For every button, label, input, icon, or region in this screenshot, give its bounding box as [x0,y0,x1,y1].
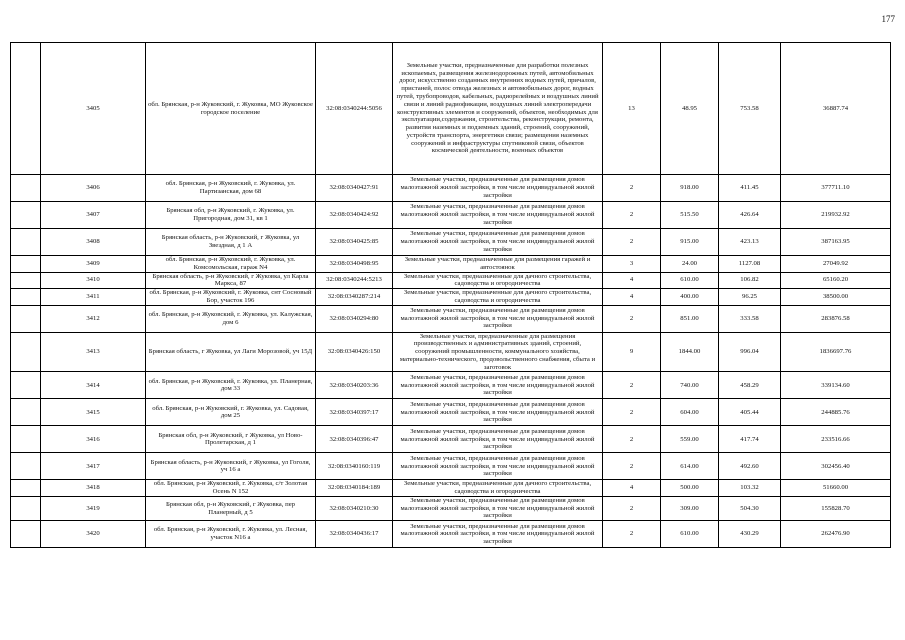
area-cell: 614.00 [661,453,719,480]
row-number-cell: 3414 [41,372,146,399]
land-purpose-cell: Земельные участки, предназначенные для размещения домов малоэтажной жилой застройки, в том числе индивидуальной жилой застройки [393,229,603,256]
blank-cell [11,272,41,289]
area-cell: 740.00 [661,372,719,399]
specific-value-cell: 96.25 [719,289,781,306]
land-purpose-cell: Земельные участки, предназначенные для размещения домов малоэтажной жилой застройки, в том числе индивидуальной жилой застройки [393,399,603,426]
address-cell: Брянская область, р-н Жуковский, г Жуковка, ул Звездная, д 1 А [146,229,316,256]
area-cell: 309.00 [661,496,719,520]
table-row [11,289,891,306]
area-cell: 559.00 [661,426,719,453]
land-purpose-cell: Земельные участки, предназначенные для размещения домов малоэтажной жилой застройки, в том числе индивидуальной жилой застройки [393,521,603,548]
address-cell: обл. Брянская, р-н Жуковский, г. Жуковка, ул. Планерная, дом 33 [146,372,316,399]
land-purpose-cell: Земельные участки, предназначенные для дачного строительства, садоводства и огородничества [393,480,603,497]
address-cell: обл. Брянская, р-н Жуковский, г. Жуковка, ул. Партизанская, дом 68 [146,175,316,202]
address-cell: обл. Брянская, р-н Жуковский, г. Жуковка, с/т Золотая Осень N 152 [146,480,316,497]
specific-value-cell: 417.74 [719,426,781,453]
land-purpose-cell: Земельные участки, предназначенные для размещения производственных и административных зданий, строений, сооружений промышленности, коммунального хозяйства, материально-технического, продовольственного снабжения, сбыта и заготовок [393,332,603,372]
blank-cell [11,372,41,399]
cadastral-value-cell: 51660.00 [781,480,891,497]
specific-value-cell: 426.64 [719,202,781,229]
area-cell: 48.95 [661,43,719,175]
group-number-cell: 9 [603,332,661,372]
row-number-cell: 3415 [41,399,146,426]
cadastral-number-cell: 32:08:0340425:85 [316,229,393,256]
cadastral-value-cell: 1836697.76 [781,332,891,372]
blank-cell [11,202,41,229]
table-row [11,496,891,520]
blank-cell [11,256,41,273]
specific-value-cell: 106.82 [719,272,781,289]
table-row [11,480,891,497]
blank-cell [11,453,41,480]
blank-cell [11,305,41,332]
blank-cell [11,521,41,548]
group-number-cell: 2 [603,453,661,480]
table-row [11,256,891,273]
specific-value-cell: 103.32 [719,480,781,497]
address-cell: Брянская обл, р-н Жуковский, г Жуковка, пер Планерный, д 5 [146,496,316,520]
table-row [11,43,891,175]
address-cell: обл. Брянская, р-н Жуковский, г. Жуковка, ул. Лесная, участок N16 а [146,521,316,548]
cadastral-number-cell: 32:08:0340184:189 [316,480,393,497]
table-row [11,399,891,426]
group-number-cell: 4 [603,480,661,497]
address-cell: Брянская область, р-н Жуковский, г Жуковка, ул Гоголя, уч 16 а [146,453,316,480]
group-number-cell: 3 [603,256,661,273]
cadastral-number-cell: 32:08:0340244:5213 [316,272,393,289]
land-purpose-cell: Земельные участки, предназначенные для дачного строительства, садоводства и огородничества [393,272,603,289]
table-row [11,453,891,480]
row-number-cell: 3419 [41,496,146,520]
group-number-cell: 4 [603,289,661,306]
cadastral-value-cell: 377711.10 [781,175,891,202]
page-number: 177 [881,14,895,24]
cadastral-number-cell: 32:08:0340396:47 [316,426,393,453]
cadastral-value-cell: 155828.70 [781,496,891,520]
group-number-cell: 4 [603,272,661,289]
cadastral-value-cell: 283876.58 [781,305,891,332]
specific-value-cell: 492.60 [719,453,781,480]
table-body [11,43,891,548]
table-row [11,202,891,229]
table-row [11,305,891,332]
group-number-cell: 2 [603,175,661,202]
address-cell: Брянская обл, р-н Жуковский, г. Жуковка, ул. Пригородная, дом 31, кв 1 [146,202,316,229]
specific-value-cell: 411.45 [719,175,781,202]
land-purpose-cell: Земельные участки, предназначенные для размещения домов малоэтажной жилой застройки, в том числе индивидуальной жилой застройки [393,372,603,399]
cadastral-value-cell: 339134.60 [781,372,891,399]
area-cell: 610.00 [661,272,719,289]
specific-value-cell: 405.44 [719,399,781,426]
group-number-cell: 2 [603,372,661,399]
blank-cell [11,399,41,426]
land-purpose-cell: Земельные участки, предназначенные для размещения домов малоэтажной жилой застройки, в том числе индивидуальной жилой застройки [393,202,603,229]
cadastral-number-cell: 32:08:0340498:95 [316,256,393,273]
group-number-cell: 2 [603,229,661,256]
cadastral-value-cell: 302456.40 [781,453,891,480]
area-cell: 918.00 [661,175,719,202]
row-number-cell: 3407 [41,202,146,229]
specific-value-cell: 996.04 [719,332,781,372]
cadastral-number-cell: 32:08:0340427:91 [316,175,393,202]
cadastral-number-cell: 32:08:0340436:17 [316,521,393,548]
group-number-cell: 13 [603,43,661,175]
cadastral-number-cell: 32:08:0340203:36 [316,372,393,399]
row-number-cell: 3420 [41,521,146,548]
area-cell: 400.00 [661,289,719,306]
area-cell: 851.00 [661,305,719,332]
cadastral-value-cell: 233516.66 [781,426,891,453]
blank-cell [11,43,41,175]
group-number-cell: 2 [603,305,661,332]
specific-value-cell: 504.30 [719,496,781,520]
group-number-cell: 2 [603,202,661,229]
cadastral-value-table [10,42,891,548]
group-number-cell: 2 [603,496,661,520]
land-purpose-cell: Земельные участки, предназначенные для размещения гаражей и автостоянок [393,256,603,273]
land-purpose-cell: Земельные участки, предназначенные для размещения домов малоэтажной жилой застройки, в том числе индивидуальной жилой застройки [393,453,603,480]
blank-cell [11,496,41,520]
land-purpose-cell: Земельные участки, предназначенные для размещения домов малоэтажной жилой застройки, в том числе индивидуальной жилой застройки [393,305,603,332]
address-cell: Брянская область, р-н Жуковский, г Жуковка, ул Карла Маркса, 87 [146,272,316,289]
cadastral-value-cell: 27049.92 [781,256,891,273]
row-number-cell: 3418 [41,480,146,497]
blank-cell [11,480,41,497]
address-cell: обл. Брянская, р-н Жуковский, г. Жуковка, ул. Комсомольская, гараж N4 [146,256,316,273]
blank-cell [11,426,41,453]
land-purpose-cell: Земельные участки, предназначенные для размещения домов малоэтажной жилой застройки, в том числе индивидуальной жилой застройки [393,426,603,453]
row-number-cell: 3406 [41,175,146,202]
blank-cell [11,332,41,372]
blank-cell [11,175,41,202]
area-cell: 500.00 [661,480,719,497]
row-number-cell: 3408 [41,229,146,256]
area-cell: 915.00 [661,229,719,256]
blank-cell [11,229,41,256]
land-purpose-cell: Земельные участки, предназначенные для размещения домов малоэтажной жилой застройки, в том числе индивидуальной жилой застройки [393,175,603,202]
group-number-cell: 2 [603,426,661,453]
blank-cell [11,289,41,306]
specific-value-cell: 430.29 [719,521,781,548]
cadastral-value-cell: 65160.20 [781,272,891,289]
address-cell: обл. Брянская, р-н Жуковский, г. Жуковка, снт Сосновый Бор, участок 196 [146,289,316,306]
specific-value-cell: 423.13 [719,229,781,256]
row-number-cell: 3411 [41,289,146,306]
area-cell: 515.50 [661,202,719,229]
cadastral-number-cell: 32:08:0340244:5056 [316,43,393,175]
address-cell: Брянская область, г Жуковка, ул Лаги Морозовой, уч 15Д [146,332,316,372]
land-purpose-cell: Земельные участки, предназначенные для дачного строительства, садоводства и огородничества [393,289,603,306]
row-number-cell: 3413 [41,332,146,372]
cadastral-number-cell: 32:08:0340397:17 [316,399,393,426]
row-number-cell: 3409 [41,256,146,273]
area-cell: 24.00 [661,256,719,273]
cadastral-value-cell: 244885.76 [781,399,891,426]
specific-value-cell: 1127.08 [719,256,781,273]
address-cell: обл. Брянская, р-н Жуковский, г. Жуковка, МО Жуковское городское поселение [146,43,316,175]
group-number-cell: 2 [603,521,661,548]
specific-value-cell: 753.58 [719,43,781,175]
cadastral-number-cell: 32:08:0340424:92 [316,202,393,229]
cadastral-value-cell: 219932.92 [781,202,891,229]
table-row [11,372,891,399]
area-cell: 610.00 [661,521,719,548]
table-row [11,521,891,548]
cadastral-number-cell: 32:08:0340426:150 [316,332,393,372]
address-cell: обл. Брянская, р-н Жуковский, г. Жуковка, ул. Калужская, дом 6 [146,305,316,332]
row-number-cell: 3412 [41,305,146,332]
row-number-cell: 3416 [41,426,146,453]
land-purpose-cell: Земельные участки, предназначенные для разработки полезных ископаемых, размещения железнодорожных путей, автомобильных дорог, искусственно созданных внутренних водных путей, причалов, пристаней, полос отвода железных и автомобильных дорог, водных путей, трубопроводов, кабельных, радиорелейных и воздушных линий связи и линий радиофикации, воздушных линий электропередачи конструктивных элементов и сооружений, объектов, необходимых для эксплуатации,содержания, строительства, реконструкции, ремонта, развития наземных и подземных зданий, строений, сооружений, устройств транспорта, энергетики связи; размещения наземных сооружений и инфраструктуры спутниковой связи, объектов космической деятельности, военных объектов [393,43,603,175]
table-row [11,426,891,453]
cadastral-number-cell: 32:08:0340294:80 [316,305,393,332]
cadastral-value-cell: 387163.95 [781,229,891,256]
area-cell: 604.00 [661,399,719,426]
cadastral-number-cell: 32:08:0340160:119 [316,453,393,480]
group-number-cell: 2 [603,399,661,426]
cadastral-value-cell: 262476.90 [781,521,891,548]
land-purpose-cell: Земельные участки, предназначенные для размещения домов малоэтажной жилой застройки, в том числе индивидуальной жилой застройки [393,496,603,520]
row-number-cell: 3405 [41,43,146,175]
row-number-cell: 3410 [41,272,146,289]
specific-value-cell: 333.58 [719,305,781,332]
table-row [11,332,891,372]
area-cell: 1844.00 [661,332,719,372]
cadastral-number-cell: 32:08:0340287:214 [316,289,393,306]
cadastral-value-cell: 38500.00 [781,289,891,306]
specific-value-cell: 458.29 [719,372,781,399]
table-row [11,272,891,289]
cadastral-value-cell: 36887.74 [781,43,891,175]
cadastral-number-cell: 32:08:0340210:30 [316,496,393,520]
address-cell: обл. Брянская, р-н Жуковский, г. Жуковка, ул. Садовая, дом 25 [146,399,316,426]
table-row [11,175,891,202]
row-number-cell: 3417 [41,453,146,480]
address-cell: Брянская обл, р-н Жуковский, г Жуковка, ул Ново-Пролетарская, д 1 [146,426,316,453]
table-row [11,229,891,256]
